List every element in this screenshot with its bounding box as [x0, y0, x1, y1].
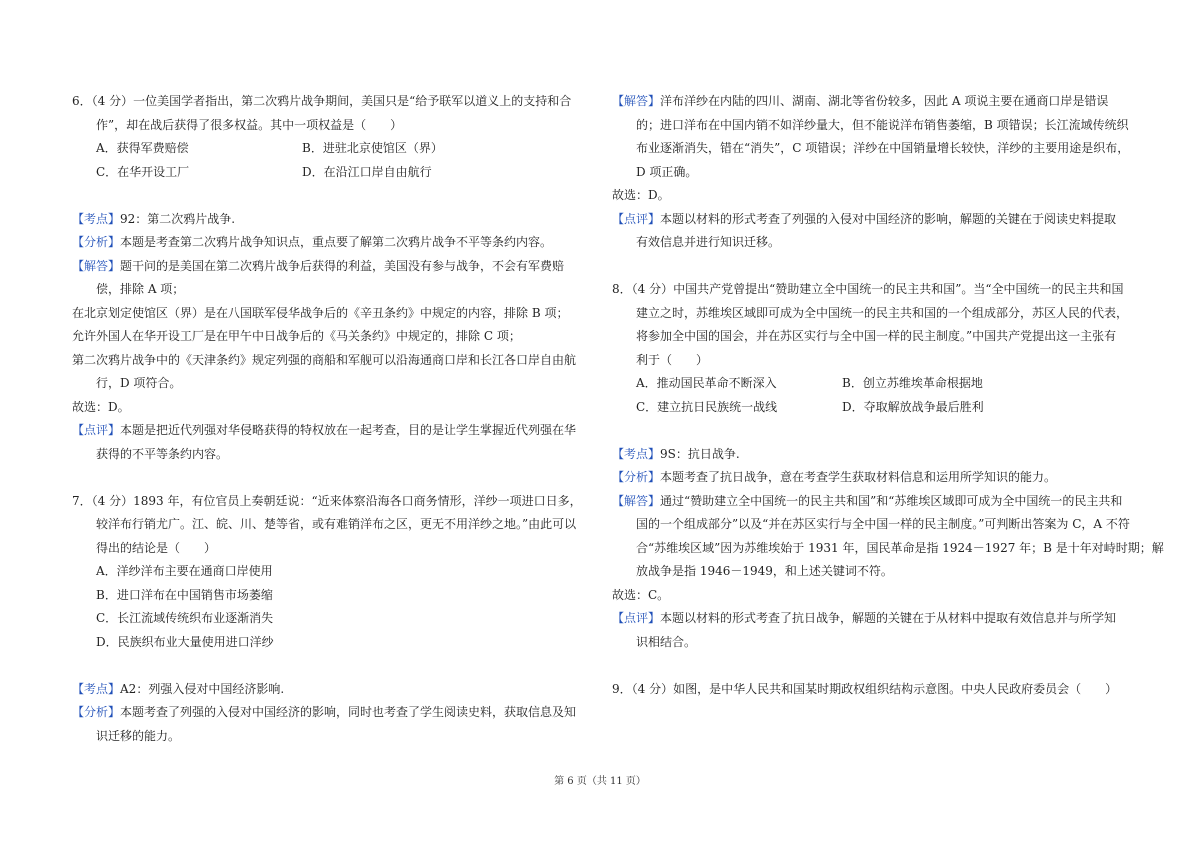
- answer-6: [72, 208, 592, 467]
- option-row: [72, 137, 592, 161]
- left-column: [72, 90, 592, 748]
- jieda-text: 偿，排除 A 项；: [96, 282, 185, 296]
- option-a: A．获得军费赔偿: [96, 141, 189, 155]
- option-b: B．进驻北京使馆区（界）: [302, 141, 443, 155]
- question-stem: 利于（ ）: [636, 352, 709, 367]
- fenxi-tag: 【分析】: [612, 470, 661, 484]
- option-d: D．在沿江口岸自由航行: [302, 164, 432, 179]
- dianping-text: 本题是把近代列强对华侵略获得的特权放在一起考查，目的是让学生掌握近代列强在华: [120, 423, 577, 437]
- question-6: [72, 90, 592, 184]
- answer-7: [72, 678, 592, 749]
- option-d: D．民族织布业大量使用进口洋纱: [96, 634, 274, 649]
- dianping-tag: 【点评】: [612, 611, 661, 625]
- kaodian-tag: 【考点】: [612, 446, 661, 461]
- question-stem: 将参加全中国的国会，并在苏区实行与全中国一样的民主制度。”中国共产党提出这一主张有: [636, 329, 1117, 343]
- jieda-text: 第二次鸦片战争中的《天津条约》规定列强的商船和军舰可以沿海通商口岸和长江各口岸自由航: [72, 352, 577, 367]
- question-stem: 9．（4 分）如图，是中华人民共和国某时期政权组织结构示意图。中央人民政府委员会（ ）: [612, 681, 1118, 696]
- question-stem: 7．（4 分）1893 年，有位官员上奏朝廷说：“近来体察沿海各口商务情形，洋纱一项进口日多，: [72, 493, 582, 508]
- question-stem: 得出的结论是（ ）: [96, 540, 217, 555]
- jieda-tag: 【解答】: [72, 258, 121, 273]
- option-d: D．夺取解放战争最后胜利: [842, 399, 984, 414]
- jieda-text: 在北京划定使馆区（界）是在八国联军侵华战争后的《辛丑条约》中规定的内容，排除 B 项；: [72, 305, 569, 320]
- dianping-tag: 【点评】: [72, 423, 121, 437]
- dianping-text: 识相结合。: [636, 634, 697, 649]
- dianping-text: 有效信息并进行知识迁移。: [636, 235, 781, 249]
- fenxi-tag: 【分析】: [72, 705, 121, 719]
- dianping-text: 本题以材料的形式考查了列强的入侵对中国经济的影响，解题的关键在于阅读史料提取: [660, 211, 1117, 226]
- answer-choice: 故选：D。: [612, 188, 670, 202]
- kaodian-tag: 【考点】: [72, 681, 121, 696]
- fenxi-tag: 【分析】: [72, 235, 121, 249]
- page-number: 第 6 页（共 11 页）: [554, 776, 646, 787]
- option-row: [612, 372, 1132, 396]
- option-a: A．推动国民革命不断深入: [636, 376, 777, 390]
- kaodian-text: A2：列强入侵对中国经济影响.: [120, 681, 285, 696]
- jieda-text: 允许外国人在华开设工厂是在甲午中日战争后的《马关条约》中规定的，排除 C 项；: [72, 329, 521, 343]
- jieda-text: 行，D 项符合。: [96, 376, 182, 390]
- kaodian-tag: 【考点】: [72, 211, 121, 226]
- answer-choice: 故选：C。: [612, 587, 670, 602]
- kaodian-text: 92：第二次鸦片战争.: [120, 211, 236, 226]
- fenxi-text: 识迁移的能力。: [96, 728, 181, 743]
- kaodian-text: 9S：抗日战争.: [660, 446, 740, 461]
- answer-8: [612, 443, 1164, 655]
- question-7: [72, 490, 592, 655]
- jieda-tag: 【解答】: [612, 493, 661, 508]
- fenxi-text: 本题考查了列强的入侵对中国经济的影响，同时也考查了学生阅读史料，获取信息及知: [120, 705, 577, 719]
- question-stem: 作”，却在战后获得了很多权益。其中一项权益是（ ）: [96, 117, 403, 132]
- option-b: B．创立苏维埃革命根据地: [842, 376, 983, 390]
- dianping-text: 本题以材料的形式考查了抗日战争，解题的关键在于从材料中提取有效信息并与所学知: [660, 611, 1117, 625]
- jieda-text: 洋布洋纱在内陆的四川、湖南、湖北等省份较多，因此 A 项说主要在通商口岸是错误: [660, 94, 1109, 108]
- question-stem: 较洋布行销尤广。江、皖、川、楚等省，或有难销洋布之区，更无不用洋纱之地。”由此可以: [96, 517, 577, 531]
- option-a: A．洋纱洋布主要在通商口岸使用: [96, 564, 273, 578]
- option-c: C．建立抗日民族统一战线: [636, 399, 778, 414]
- jieda-tag: 【解答】: [612, 94, 661, 108]
- question-stem: 6．（4 分）一位美国学者指出，第二次鸦片战争期间，美国只是“给予联军以道义上的支持和合: [72, 94, 572, 108]
- jieda-text: D 项正确。: [636, 164, 698, 179]
- dianping-tag: 【点评】: [612, 211, 661, 226]
- jieda-text: 的；进口洋布在中国内销不如洋纱量大，但不能说洋布销售萎缩，B 项错误；长江流域传统织: [636, 117, 1129, 132]
- dianping-text: 获得的不平等条约内容。: [96, 446, 229, 461]
- right-column: [612, 90, 1164, 701]
- jieda-text: 布业逐渐消失，错在“消失”，C 项错误；洋纱在中国销量增长较快，洋纱的主要用途是织布，: [636, 141, 1130, 155]
- jieda-text: 放战争是指 1946－1949，和上述关键词不符。: [636, 564, 893, 578]
- option-row: [612, 396, 1132, 420]
- answer-7-continued: [612, 90, 1132, 255]
- fenxi-text: 本题考查了抗日战争，意在考查学生获取材料信息和运用所学知识的能力。: [660, 470, 1057, 484]
- jieda-text: 合“苏维埃区域”因为苏维埃始于 1931 年，国民革命是指 1924－1927 年；B 是十年对峙时期；解: [636, 540, 1164, 555]
- jieda-text: 通过“赞助建立全中国统一的民主共和国”和“苏维埃区域即可成为全中国统一的民主共和: [660, 493, 1123, 508]
- question-stem: 建立之时，苏维埃区域即可成为全中国统一的民主共和国的一个组成部分，苏区人民的代表，: [636, 305, 1129, 320]
- option-c: C．长江流域传统织布业逐渐消失: [96, 611, 274, 625]
- answer-choice: 故选：D。: [72, 399, 130, 414]
- question-9: [612, 678, 1132, 702]
- option-row: [72, 161, 592, 185]
- jieda-text: 题干问的是美国在第二次鸦片战争后获得的利益，美国没有参与战争，不会有军费赔: [120, 258, 565, 273]
- option-c: C．在华开设工厂: [96, 164, 190, 179]
- jieda-text: 国的一个组成部分”以及“并在苏区实行与全中国一样的民主制度。”可判断出答案为 C，A 不符: [636, 517, 1130, 531]
- question-stem: 8．（4 分）中国共产党曾提出“赞助建立全中国统一的民主共和国”。当“全中国统一的民主共和国: [612, 282, 1124, 296]
- question-8: [612, 278, 1132, 419]
- fenxi-text: 本题是考查第二次鸦片战争知识点，重点要了解第二次鸦片战争不平等条约内容。: [120, 235, 553, 249]
- option-b: B．进口洋布在中国销售市场萎缩: [96, 587, 273, 602]
